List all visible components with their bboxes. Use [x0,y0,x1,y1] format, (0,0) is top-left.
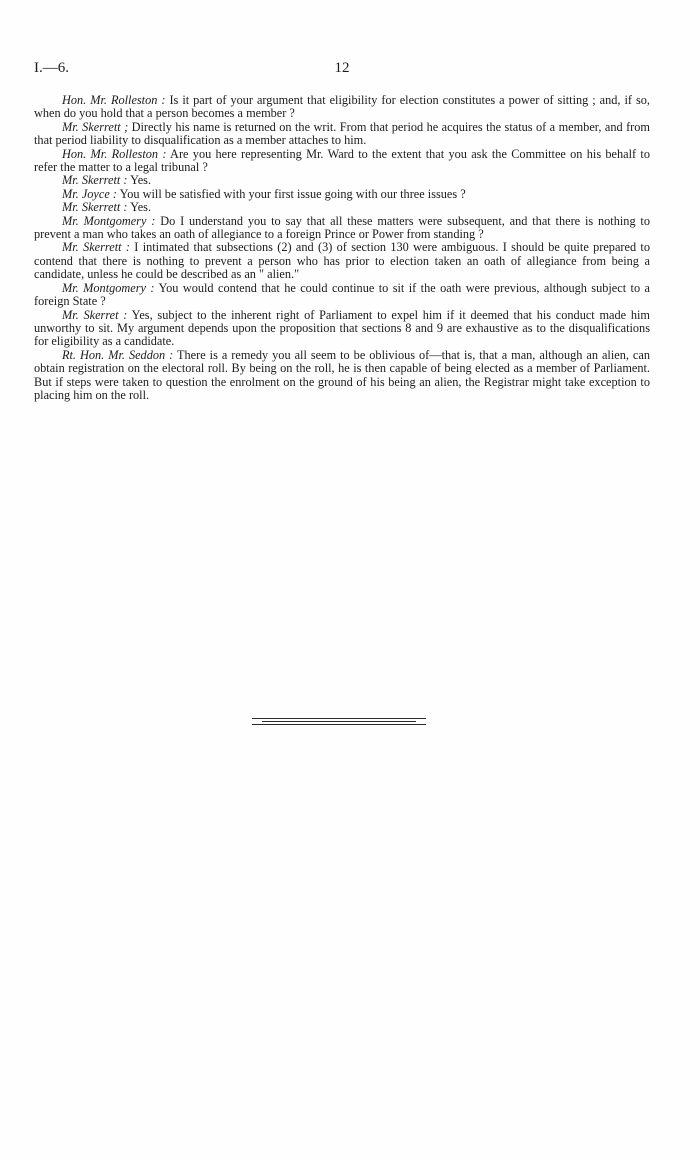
speaker-name: Mr. Skerrett : [62,240,130,255]
paragraph-text: Is it part of your argument that eligibility for election constitutes a power of sitting ; and, if so, when do you hold that a person becomes a member ? [34,93,650,121]
speaker-name: Mr. Montgomery : [62,280,155,295]
speaker-name: Mr. Joyce : [62,186,117,201]
paragraph [34,349,650,403]
paragraph-text: You will be satisfied with your first issue going with our three issues ? [116,186,466,201]
speaker-name: Mr. Montgomery : [62,213,156,228]
paragraph [34,94,650,121]
section-end-rule [252,718,426,725]
page-header [34,60,650,82]
paragraph [34,309,650,349]
paragraph-text: Yes. [127,173,152,188]
paragraph-text: I intimated that subsections (2) and (3) of section 130 were ambiguous. I should be quite prepared to contend that there is nothing to prevent a person who has prior to election taken an oath of allegiance from being a candidate, unless he could be described as an " alien." [34,240,650,282]
paragraph [34,201,650,214]
divider-line [252,724,426,725]
paragraph-text: Yes, subject to the inherent right of Parliament to expel him if it deemed that his conduct made him unworthy to sit. My argument depends upon the proposition that sections 8 and 9 are exhaustive as to the disqualifications for eligibility as a candidate. [34,307,650,349]
speaker-name: Hon. Mr. Rolleston : [62,93,166,107]
paragraph [34,121,650,148]
paragraph-text: Are you here representing Mr. Ward to the extent that you ask the Committee on his behalf to refer the matter to a legal tribunal ? [34,146,650,175]
speaker-name: Rt. Hon. Mr. Seddon : [62,347,174,362]
paragraph [34,215,650,242]
document-body [34,94,650,402]
paragraph-text: Directly his name is returned on the writ. From that period he acquires the status of a member, and from that period liability to disqualification as a member attaches to him. [34,119,650,148]
page-number: 12 [334,60,350,76]
divider-line [262,721,416,722]
paragraph [34,174,650,187]
document-reference: I.—6. [34,60,69,76]
speaker-name: Mr. Skerret : [62,307,128,322]
paragraph [34,188,650,201]
paragraph [34,241,650,281]
paragraph-text: There is a remedy you all seem to be oblivious of—that is, that a man, although an alien, can obtain registration on the electoral roll. By being on the roll, he is then capable of being elected as a member of Parliament. But if steps were taken to question the enrolment on the ground of his being an alien, the Registrar might take exception to placing him on the roll. [34,347,651,402]
speaker-name: Mr. Skerrett : [62,173,128,188]
speaker-name: Hon. Mr. Rolleston : [62,146,167,161]
paragraph-text: Do I understand you to say that all these matters were subsequent, and that there is nothing to prevent a man who takes an oath of allegiance to a foreign Prince or Power from standing ? [34,213,650,242]
divider-line [252,718,426,719]
speaker-name: Mr. Skerrett ; [62,119,129,134]
paragraph [34,282,650,309]
speaker-name: Mr. Skerrett : [62,200,128,215]
paragraph-text: Yes. [127,200,152,215]
paragraph [34,148,650,175]
paragraph-text: You would contend that he could continue to sit if the oath were previous, although subject to a foreign State ? [34,280,650,309]
